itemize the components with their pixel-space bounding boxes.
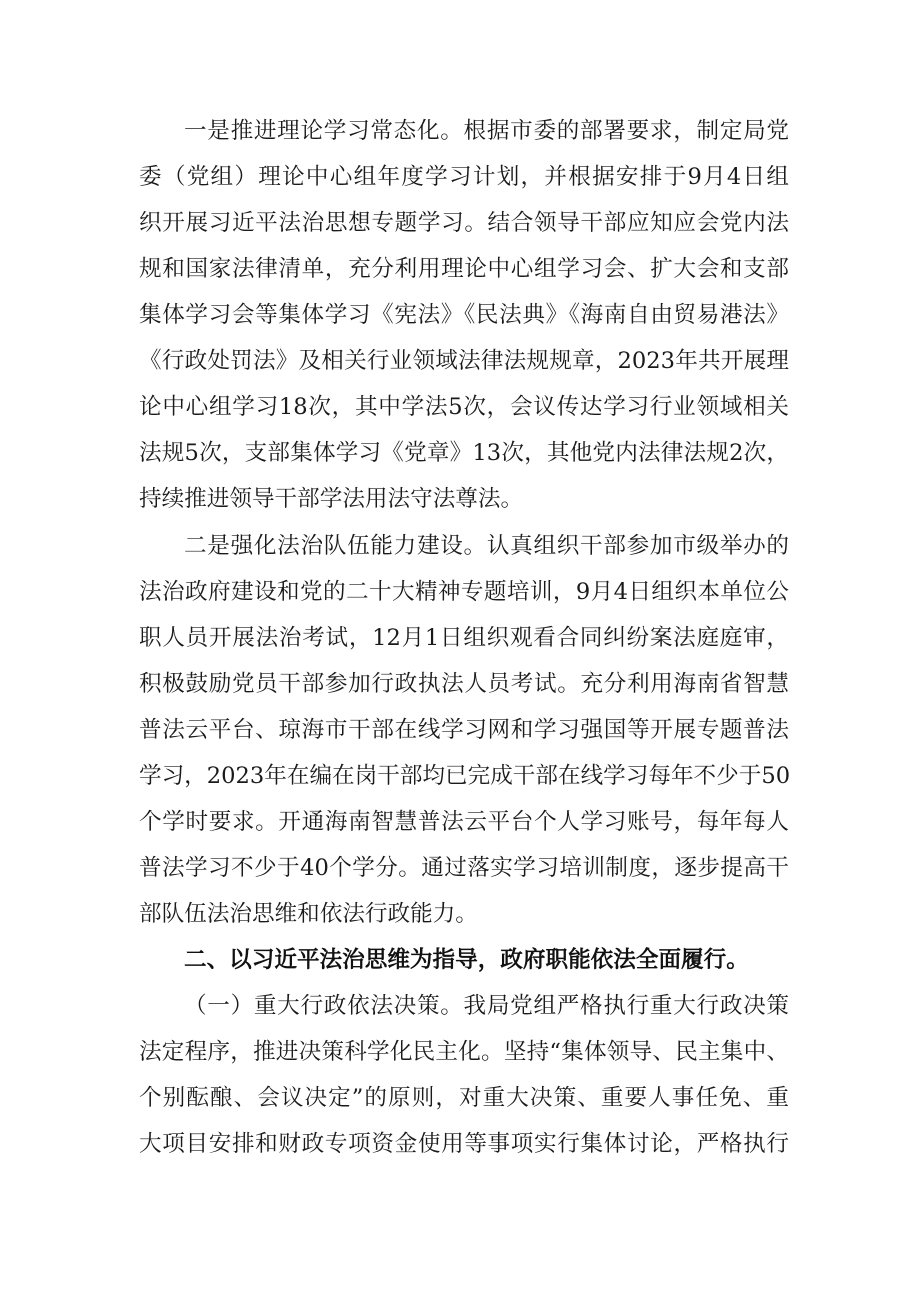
section-heading: 二、以习近平法治思维为指导，政府职能依法全面履行。 [184,947,749,973]
text-line: 委（党组）理论中心组年度学习计划，并根据安排于9月4日组 [139,164,789,190]
text-line: 法治政府建设和党的二十大精神专题培训，9月4日组织本单位公 [139,579,789,605]
text-line: 部队伍法治思维和依法行政能力。 [139,901,478,927]
text-line: 职人员开展法治考试，12月1日组织观看合同纠纷案法庭庭审， [139,625,789,651]
text-line: （一）重大行政依法决策。我局党组严格执行重大行政决策 [184,993,789,1019]
text-line: 二是强化法治队伍能力建设。认真组织干部参加市级举办的 [184,533,789,559]
text-line: 持续推进领导干部学法用法守法尊法。 [139,486,524,512]
text-line: 法定程序，推进决策科学化民主化。坚持“集体领导、民主集中、 [139,1039,789,1065]
text-line: 个学时要求。开通海南智慧普法云平台个人学习账号，每年每人 [139,809,789,835]
text-line: 《行政处罚法》及相关行业领域法律法规规章，2023年共开展理 [139,348,789,374]
text-line: 织开展习近平法治思想专题学习。结合领导干部应知应会党内法 [139,210,789,236]
text-line: 论中心组学习18次，其中学法5次，会议传达学习行业领域相关 [139,394,789,420]
text-line: 普法学习不少于40个学分。通过落实学习培训制度，逐步提高干 [139,855,789,881]
text-line: 普法云平台、琼海市干部在线学习网和学习强国等开展专题普法 [139,717,789,743]
text-line: 一是推进理论学习常态化。根据市委的部署要求，制定局党 [184,118,789,144]
text-line: 法规5次，支部集体学习《党章》13次，其他党内法律法规2次， [139,440,789,466]
text-line: 大项目安排和财政专项资金使用等事项实行集体讨论，严格执行 [139,1131,789,1157]
text-line: 个别酝酿、会议决定”的原则，对重大决策、重要人事任免、重 [139,1085,789,1111]
text-line: 学习，2023年在编在岗干部均已完成干部在线学习每年不少于50 [139,763,791,789]
text-line: 集体学习会等集体学习《宪法》《民法典》《海南自由贸易港法》 [139,302,789,328]
text-line: 积极鼓励党员干部参加行政执法人员考试。充分利用海南省智慧 [139,671,789,697]
text-line: 规和国家法律清单，充分利用理论中心组学习会、扩大会和支部 [139,256,789,282]
